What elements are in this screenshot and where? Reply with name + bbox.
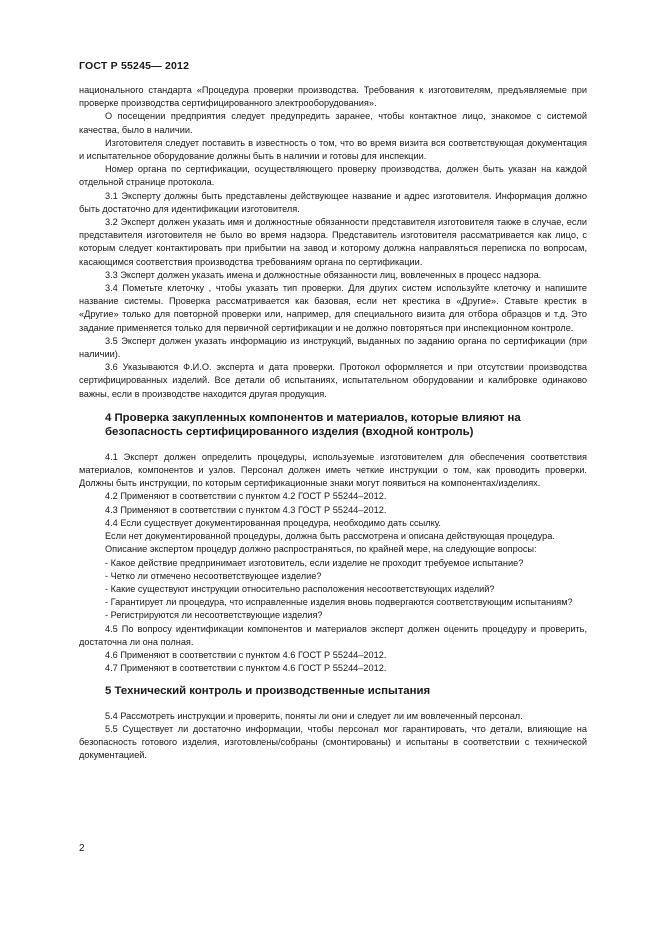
paragraph-4-4-c: Описание экспертом процедур должно распространяться, по крайней мере, на следующие вопросы: <box>105 544 537 555</box>
paragraph-3-1: 3.1 Эксперту должны быть представлены действующее название и адрес изготовителя. Информация должно быть достаточно для идентификации изготовителя. <box>79 190 587 214</box>
list-item-question-2: - Четко ли отмечено несоответствующее изделие? <box>105 570 322 581</box>
paragraph-4-6: 4.6 Применяют в соответствии с пунктом 4.6 ГОСТ Р 55244–2012. <box>105 649 387 660</box>
paragraph-intro-2: Изготовителя следует поставить в известность о том, что во время визита вся соответствующая документация и испытательное оборудование должны быть в наличии и готовы для инспекции. <box>79 137 587 162</box>
section-5-heading: 5 Технический контроль и производственные испытания <box>105 685 431 698</box>
list-item-question-3: - Какие существуют инструкции относительно расположения несоответствующих изделий? <box>105 583 495 594</box>
paragraph-4-3: 4.3 Применяют в соответствии с пунктом 4.3 ГОСТ Р 55244–2012. <box>105 504 387 515</box>
page-number: 2 <box>79 843 85 854</box>
paragraph-4-4-b: Если нет документированной процедуры, должна быть рассмотрена и описана действующая процедура. <box>105 531 555 542</box>
paragraph-5-4: 5.4 Рассмотреть инструкции и проверить, поняты ли они и следует ли им вовлеченный персонал. <box>105 710 523 721</box>
paragraph-intro-0: национального стандарта «Процедура проверки производства. Требования к изготовителям, предъявляемые при проверке производства сертифицированного электрооборудования». <box>79 85 587 109</box>
paragraph-3-2: 3.2 Эксперт должен указать имя и должностные обязанности представителя изготовителя также в случае, если представителя изготовителя не было во время надзора. Представитель изготовителя рассматривается как лицо, с которым следует контактировать при прибытии на завод и которому должна направляться переписка по вопросам, касающимся соответствия производства требованиям органа по сертификации. <box>79 217 587 267</box>
list-item-question-1: - Какое действие предпринимает изготовитель, если изделие не проходит требуемое испытание? <box>105 557 524 568</box>
list-item-question-5: - Регистрируются ли несоответствующие изделия? <box>105 610 323 621</box>
paragraph-intro-1: О посещении предприятия следует предупредить заранее, чтобы контактное лицо, знакомое с системой качества, было в наличии. <box>79 111 587 135</box>
paragraph-4-7: 4.7 Применяют в соответствии с пунктом 4.6 ГОСТ Р 55244–2012. <box>105 663 387 674</box>
paragraph-3-5: 3.5 Эксперт должен указать информацию из инструкций, выданных по заданию органа по сертификации (при наличии). <box>79 335 587 360</box>
paragraph-intro-3: Номер органа по сертификации, осуществляющего проверку производства, должен быть указан на каждой отдельной странице протокола. <box>79 164 587 188</box>
paragraph-4-2: 4.2 Применяют в соответствии с пунктом 4.2 ГОСТ Р 55244–2012. <box>105 491 387 502</box>
paragraph-3-6: 3.6 Указываются Ф.И.О. эксперта и дата проверки. Протокол оформляется и при отсутствии производства сертифицированных изделий. Все детали об испытаниях, испытательном оборудовании и калибровке одинаково важны, если в производстве находится другая продукция. <box>79 362 587 399</box>
paragraph-4-5: 4.5 По вопросу идентификации компонентов и материалов эксперт должен оценить процедуру и проверить, достаточна ли она полная. <box>79 623 587 647</box>
document-header: ГОСТ Р 55245— 2012 <box>79 60 190 72</box>
document-body <box>79 84 587 763</box>
paragraph-5-5: 5.5 Существует ли достаточно информации, чтобы персонал мог гарантировать, что детали, влияющие на безопасность готового изделия, изготовлены/собраны (смонтированы) и испытаны в соответствии с технической документацией. <box>79 724 587 761</box>
list-item-question-4: - Гарантирует ли процедура, что исправленные изделия вновь подвергаются соответствующим испытаниям? <box>105 597 573 608</box>
paragraph-4-1: 4.1 Эксперт должен определить процедуры, используемые изготовителем для обеспечения соответствия материалов, компонентов и узлов. Персонал должен иметь четкие инструкции о том, как проводить проверки. Должны быть инструкции, по которым сертификационные знаки могут появиться на компонентах/изделиях. <box>79 451 587 489</box>
section-4-heading: 4 Проверка закупленных компонентов и материалов, которые влияют на безопасность сертифицированного изделия (входной контроль) <box>105 411 521 439</box>
paragraph-3-3: 3.3 Эксперт должен указать имена и должностные обязанности лиц, вовлеченных в процесс надзора. <box>105 269 542 280</box>
paragraph-4-4: 4.4 Если существует документированная процедура, необходимо дать ссылку. <box>105 517 441 528</box>
paragraph-3-4: 3.4 Пометьте клеточку , чтобы указать тип проверки. Для других систем используйте клеточку и напишите название системы. Проверка рассматривается как базовая, если нет крестика в «Другие». Ставьте крестик в «Другие» только для повторной проверки или, например, для специального визита для отбора образцов и т.д. Это задание применяется только для первичной сертификации и не должно повторяться при инспекционном контроле. <box>79 283 587 333</box>
